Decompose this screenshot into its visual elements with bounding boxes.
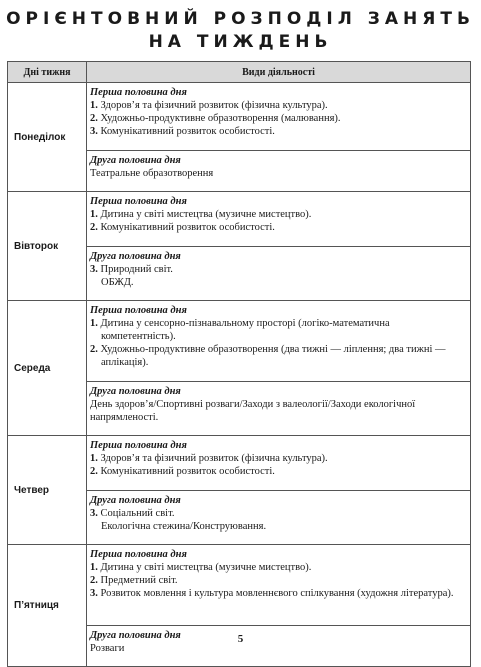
list-item — [90, 208, 466, 221]
item-text: Здоров’я та фізичний розвиток (фізична культура). — [100, 453, 328, 464]
item-number: 3. — [90, 264, 98, 275]
friday-second-half — [87, 626, 471, 667]
tuesday-second-half — [87, 247, 471, 301]
item-text: Художньо-продуктивне образотворення (малювання). — [100, 113, 341, 124]
page-number: 5 — [237, 633, 244, 645]
thursday-second-half — [87, 491, 471, 545]
item-text: Комунікативний розвиток особистості. — [100, 126, 275, 137]
item-number: 2. — [90, 575, 98, 586]
first-half-title: Перша половина дня — [90, 196, 187, 207]
list-item — [90, 99, 466, 112]
list-item — [90, 221, 466, 234]
list-item — [90, 112, 466, 125]
item-number: 2. — [90, 113, 98, 124]
table-header-row — [8, 62, 471, 83]
list-item — [90, 125, 466, 138]
list-item — [90, 263, 466, 276]
list-item — [90, 561, 466, 574]
item-number: 3. — [90, 126, 98, 137]
table-row — [8, 192, 471, 247]
second-half-title: Друга половина дня — [90, 386, 181, 397]
item-text: Театральне образотворення — [90, 168, 214, 179]
item-text: Соціальний світ. — [100, 508, 175, 519]
monday-first-half — [87, 83, 471, 151]
list-item — [90, 574, 466, 587]
list-item — [90, 452, 466, 465]
header-days: Дні тижня — [8, 62, 87, 83]
item-text: Художньо-продуктивне образотворення (два тижні — ліплення; два тижні — аплікація). — [100, 344, 446, 368]
item-number: 1. — [90, 318, 98, 329]
item-extra-text: Екологічна стежина/Конструювання. — [101, 521, 267, 532]
wednesday-second-half — [87, 382, 471, 436]
first-half-title: Перша половина дня — [90, 87, 187, 98]
thursday-first-half — [87, 436, 471, 491]
list-item — [90, 343, 466, 369]
table-row — [8, 545, 471, 626]
item-extra-text: ОБЖД. — [101, 277, 134, 288]
first-half-title: Перша половина дня — [90, 440, 187, 451]
second-half-title: Друга половина дня — [90, 251, 181, 262]
wednesday-first-half — [87, 301, 471, 382]
table-row — [8, 301, 471, 382]
friday-first-half — [87, 545, 471, 626]
page-title-line-1: ОРІЄНТОВНИЙ РОЗПОДІЛ ЗАНЯТЬ — [6, 9, 475, 29]
item-text: Комунікативний розвиток особистості. — [100, 466, 275, 477]
day-thursday: Четвер — [8, 436, 87, 545]
item-number: 3. — [90, 508, 98, 519]
item-text: Розвиток мовлення і культура мовленнєвого спілкування (художня література). — [100, 588, 454, 599]
list-item — [90, 587, 466, 600]
item-number: 2. — [90, 222, 98, 233]
item-text: Дитина у світі мистецтва (музичне мистецтво). — [100, 209, 312, 220]
day-monday: Понеділок — [8, 83, 87, 192]
list-item — [90, 507, 466, 520]
second-half-title: Друга половина дня — [90, 495, 181, 506]
item-number: 2. — [90, 344, 98, 355]
tuesday-first-half — [87, 192, 471, 247]
table-row — [8, 436, 471, 491]
weekly-schedule-table — [7, 61, 471, 667]
monday-second-half — [87, 151, 471, 192]
item-text: День здоров’я/Спортивні розваги/Заходи з валеології/Заходи екологічної напрямленості. — [90, 399, 416, 423]
item-number: 1. — [90, 562, 98, 573]
header-activities: Види діяльності — [87, 62, 471, 83]
item-text: Предметний світ. — [100, 575, 178, 586]
item-text: Дитина у сенсорно-пізнавальному просторі (логіко-математична компетентність). — [100, 318, 390, 342]
item-number: 1. — [90, 209, 98, 220]
page-title-line-2: НА ТИЖДЕНЬ — [148, 32, 333, 52]
table-row — [8, 83, 471, 151]
day-tuesday: Вівторок — [8, 192, 87, 301]
item-number: 1. — [90, 453, 98, 464]
first-half-title: Перша половина дня — [90, 549, 187, 560]
list-item — [90, 465, 466, 478]
item-text: Розваги — [90, 643, 125, 654]
second-half-title: Друга половина дня — [90, 155, 181, 166]
item-number: 3. — [90, 588, 98, 599]
item-text: Дитина у світі мистецтва (музичне мистецтво). — [100, 562, 312, 573]
day-wednesday: Середа — [8, 301, 87, 436]
day-friday: П’ятниця — [8, 545, 87, 667]
item-number: 2. — [90, 466, 98, 477]
second-half-title: Друга половина дня — [90, 630, 181, 641]
item-number: 1. — [90, 100, 98, 111]
first-half-title: Перша половина дня — [90, 305, 187, 316]
item-text: Здоров’я та фізичний розвиток (фізична культура). — [100, 100, 328, 111]
list-item — [90, 317, 466, 343]
item-text: Комунікативний розвиток особистості. — [100, 222, 275, 233]
item-text: Природний світ. — [100, 264, 173, 275]
